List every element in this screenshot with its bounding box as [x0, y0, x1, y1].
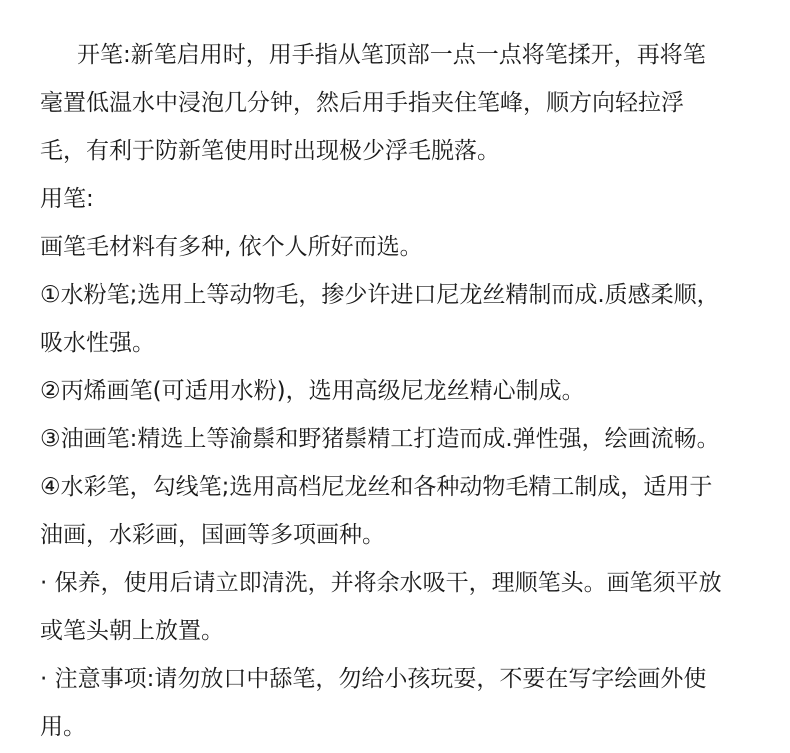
bullet-item: · 注意事项:请勿放口中舔笔，勿给小孩玩耍，不要在写字绘画外使 [40, 666, 707, 692]
section-heading: 用笔: [40, 186, 94, 212]
bullet-item-continuation: 或笔头朝上放置。 [40, 618, 224, 644]
list-item: ②丙烯画笔(可适用水粉)，选用高级尼龙丝精心制成。 [40, 378, 585, 404]
list-item: ③油画笔:精选上等渝鬃和野猪鬃精工打造而成.弹性强，绘画流畅。 [40, 426, 720, 452]
list-item: ①水粉笔;选用上等动物毛，掺少许进口尼龙丝精制而成.质感柔顺， [40, 282, 720, 308]
list-item-continuation: 油画，水彩画，国画等多项画种。 [40, 522, 385, 548]
list-item-continuation: 吸水性强。 [40, 330, 155, 356]
bullet-item: · 保养，使用后请立即清洗，并将余水吸干，理顺笔头。画笔须平放 [40, 570, 722, 596]
bullet-item-continuation: 用。 [40, 714, 86, 740]
list-item: ④水彩笔，勾线笔;选用高档尼龙丝和各种动物毛精工制成，适用于 [40, 474, 713, 500]
paragraph-line: 画笔毛材料有多种, 依个人所好而选。 [40, 234, 423, 260]
paragraph-line: 毛，有利于防新笔使用时出现极少浮毛脱落。 [40, 138, 500, 164]
paragraph-line: 毫置低温水中浸泡几分钟，然后用手指夹住笔峰，顺方向轻拉浮 [40, 90, 684, 116]
paragraph-line: 开笔:新笔启用时，用手指从笔顶部一点一点将笔揉开，再将笔 [77, 42, 706, 68]
